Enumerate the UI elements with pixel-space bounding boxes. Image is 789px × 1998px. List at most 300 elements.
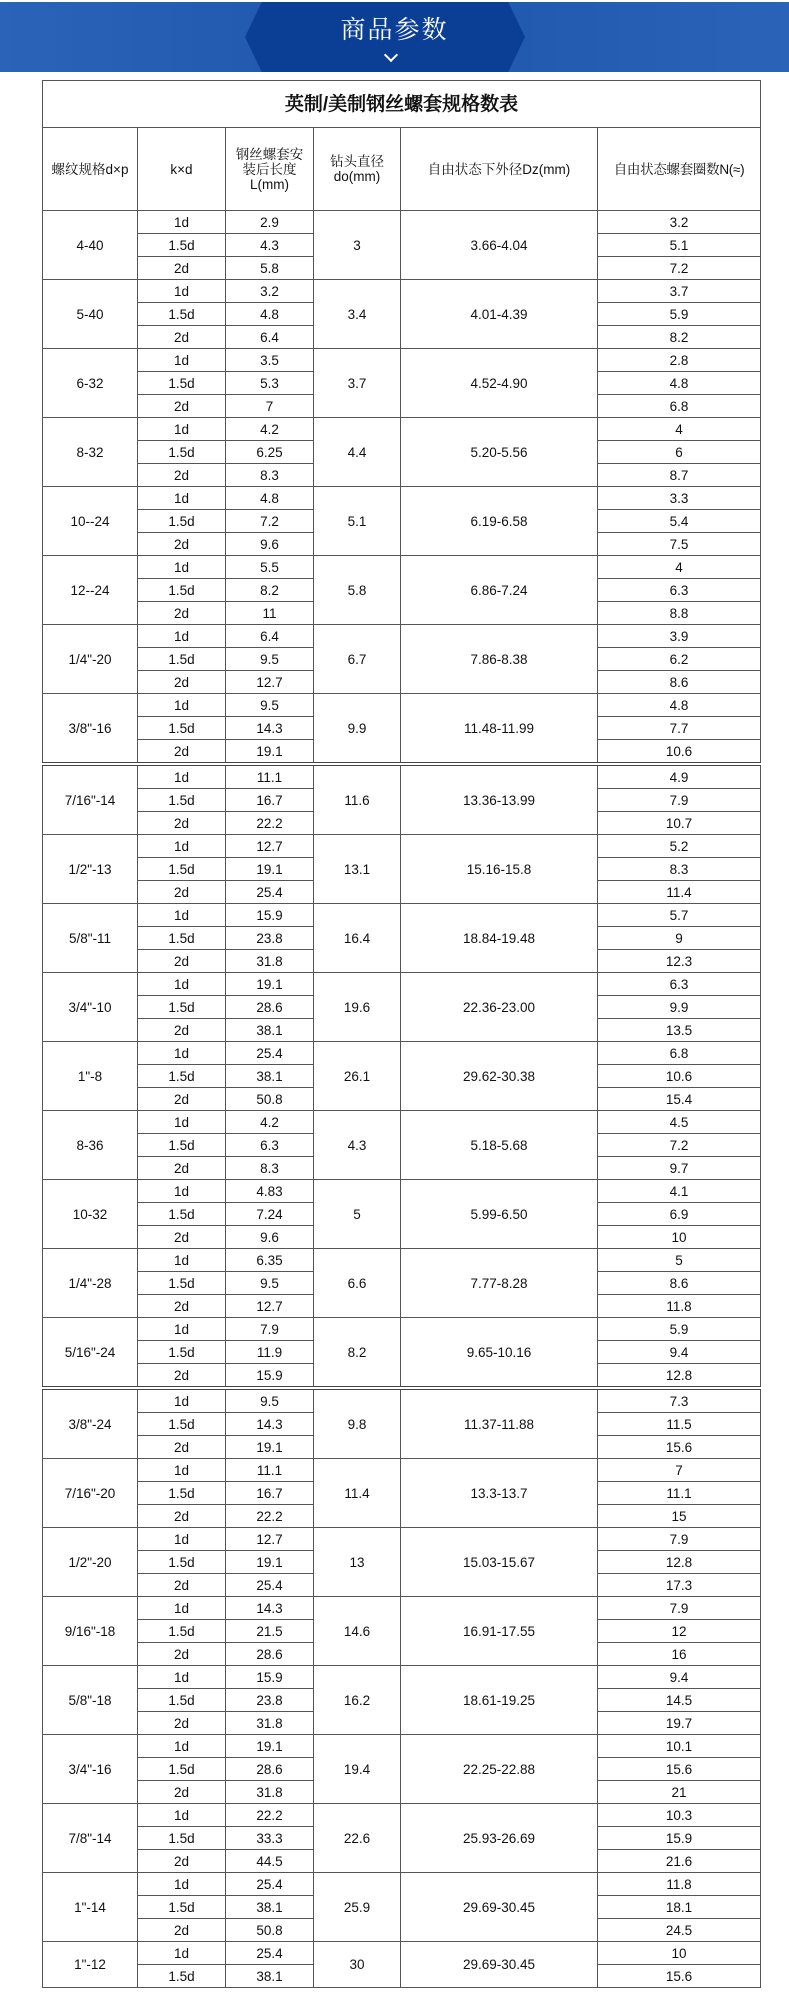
thread-spec: 8-32 <box>43 418 138 487</box>
coils-cell: 8.7 <box>598 464 761 487</box>
thread-spec: 1/2"-13 <box>43 835 138 904</box>
kd-cell: 1d <box>138 764 226 789</box>
coils-cell: 4.8 <box>598 372 761 395</box>
coils-cell: 4.1 <box>598 1180 761 1203</box>
header-n: 自由状态螺套圈数N(≈) <box>598 128 761 211</box>
length-cell: 38.1 <box>226 1065 314 1088</box>
coils-cell: 5.4 <box>598 510 761 533</box>
length-cell: 6.3 <box>226 1134 314 1157</box>
kd-cell: 1d <box>138 1804 226 1827</box>
length-cell: 12.7 <box>226 1528 314 1551</box>
length-cell: 19.1 <box>226 740 314 765</box>
kd-cell: 1d <box>138 280 226 303</box>
dz-cell: 7.77-8.28 <box>401 1249 598 1318</box>
dz-cell: 5.99-6.50 <box>401 1180 598 1249</box>
table-row <box>43 556 761 579</box>
kd-cell: 1.5d <box>138 1272 226 1295</box>
dz-cell: 16.91-17.55 <box>401 1597 598 1666</box>
kd-cell: 1.5d <box>138 1482 226 1505</box>
dz-cell: 18.84-19.48 <box>401 904 598 973</box>
coils-cell: 5.1 <box>598 234 761 257</box>
thread-spec: 3/8"-24 <box>43 1388 138 1459</box>
length-cell: 38.1 <box>226 1896 314 1919</box>
table-row <box>43 1388 761 1413</box>
dz-cell: 29.62-30.38 <box>401 1042 598 1111</box>
length-cell: 28.6 <box>226 996 314 1019</box>
length-cell: 8.2 <box>226 579 314 602</box>
thread-spec: 3/4"-10 <box>43 973 138 1042</box>
dz-cell: 29.69-30.45 <box>401 1942 598 1988</box>
kd-cell: 2d <box>138 395 226 418</box>
length-cell: 11 <box>226 602 314 625</box>
dz-cell: 7.86-8.38 <box>401 625 598 694</box>
coils-cell: 9.9 <box>598 996 761 1019</box>
length-cell: 3.5 <box>226 349 314 372</box>
kd-cell: 1d <box>138 1735 226 1758</box>
length-cell: 22.2 <box>226 1804 314 1827</box>
length-cell: 6.4 <box>226 326 314 349</box>
header-spec: 螺纹规格d×p <box>43 128 138 211</box>
length-cell: 19.1 <box>226 1735 314 1758</box>
length-cell: 21.5 <box>226 1620 314 1643</box>
coils-cell: 6.8 <box>598 1042 761 1065</box>
thread-spec: 5/8"-18 <box>43 1666 138 1735</box>
kd-cell: 2d <box>138 1436 226 1459</box>
coils-cell: 4 <box>598 418 761 441</box>
coils-cell: 7.2 <box>598 257 761 280</box>
table-row <box>43 1597 761 1620</box>
coils-cell: 5.7 <box>598 904 761 927</box>
kd-cell: 1.5d <box>138 927 226 950</box>
drill-cell: 13.1 <box>314 835 401 904</box>
length-cell: 44.5 <box>226 1850 314 1873</box>
coils-cell: 15 <box>598 1505 761 1528</box>
length-cell: 22.2 <box>226 812 314 835</box>
table-row <box>43 1942 761 1965</box>
dz-cell: 13.3-13.7 <box>401 1459 598 1528</box>
coils-cell: 11.4 <box>598 881 761 904</box>
drill-cell: 13 <box>314 1528 401 1597</box>
kd-cell: 2d <box>138 1850 226 1873</box>
table-row <box>43 625 761 648</box>
length-cell: 5.5 <box>226 556 314 579</box>
drill-cell: 5 <box>314 1180 401 1249</box>
thread-spec: 4-40 <box>43 211 138 280</box>
thread-spec: 1"-14 <box>43 1873 138 1942</box>
length-cell: 6.35 <box>226 1249 314 1272</box>
coils-cell: 15.6 <box>598 1965 761 1988</box>
coils-cell: 11.8 <box>598 1873 761 1896</box>
dz-cell: 22.36-23.00 <box>401 973 598 1042</box>
length-cell: 12.7 <box>226 671 314 694</box>
length-cell: 7.9 <box>226 1318 314 1341</box>
length-cell: 28.6 <box>226 1758 314 1781</box>
kd-cell: 1.5d <box>138 1551 226 1574</box>
drill-cell: 3.7 <box>314 349 401 418</box>
thread-spec: 5-40 <box>43 280 138 349</box>
coils-cell: 10.7 <box>598 812 761 835</box>
drill-cell: 19.6 <box>314 973 401 1042</box>
kd-cell: 1.5d <box>138 1203 226 1226</box>
banner-title: 商品参数 <box>340 16 449 44</box>
length-cell: 9.5 <box>226 1388 314 1413</box>
thread-spec: 7/16"-14 <box>43 764 138 835</box>
table-row <box>43 904 761 927</box>
drill-cell: 9.9 <box>314 694 401 765</box>
length-cell: 23.8 <box>226 927 314 950</box>
length-cell: 6.25 <box>226 441 314 464</box>
drill-cell: 26.1 <box>314 1042 401 1111</box>
kd-cell: 1.5d <box>138 1827 226 1850</box>
coils-cell: 21 <box>598 1781 761 1804</box>
kd-cell: 1d <box>138 1942 226 1965</box>
kd-cell: 1.5d <box>138 510 226 533</box>
kd-cell: 2d <box>138 602 226 625</box>
coils-cell: 9.7 <box>598 1157 761 1180</box>
length-cell: 15.9 <box>226 904 314 927</box>
length-cell: 15.9 <box>226 1666 314 1689</box>
coils-cell: 17.3 <box>598 1574 761 1597</box>
length-cell: 14.3 <box>226 1597 314 1620</box>
table-row <box>43 973 761 996</box>
thread-spec: 5/16"-24 <box>43 1318 138 1389</box>
coils-cell: 12 <box>598 1620 761 1643</box>
table-row <box>43 1873 761 1896</box>
length-cell: 15.9 <box>226 1364 314 1389</box>
kd-cell: 2d <box>138 1781 226 1804</box>
length-cell: 7 <box>226 395 314 418</box>
coils-cell: 7.7 <box>598 717 761 740</box>
kd-cell: 1.5d <box>138 1758 226 1781</box>
coils-cell: 8.3 <box>598 858 761 881</box>
coils-cell: 14.5 <box>598 1689 761 1712</box>
header-length: 钢丝螺套安装后长度L(mm) <box>226 128 314 211</box>
coils-cell: 10.6 <box>598 1065 761 1088</box>
coils-cell: 18.1 <box>598 1896 761 1919</box>
coils-cell: 3.3 <box>598 487 761 510</box>
length-cell: 31.8 <box>226 1781 314 1804</box>
coils-cell: 9.4 <box>598 1666 761 1689</box>
kd-cell: 1d <box>138 418 226 441</box>
coils-cell: 12.8 <box>598 1551 761 1574</box>
drill-cell: 30 <box>314 1942 401 1988</box>
kd-cell: 2d <box>138 740 226 765</box>
kd-cell: 1d <box>138 1180 226 1203</box>
drill-cell: 3 <box>314 211 401 280</box>
coils-cell: 4.9 <box>598 764 761 789</box>
coils-cell: 8.6 <box>598 671 761 694</box>
table-row <box>43 1528 761 1551</box>
coils-cell: 9.4 <box>598 1341 761 1364</box>
coils-cell: 3.2 <box>598 211 761 234</box>
length-cell: 4.8 <box>226 303 314 326</box>
kd-cell: 1.5d <box>138 1896 226 1919</box>
kd-cell: 1d <box>138 1249 226 1272</box>
coils-cell: 8.8 <box>598 602 761 625</box>
kd-cell: 1d <box>138 904 226 927</box>
table-title: 英制/美制钢丝螺套规格数表 <box>43 81 761 128</box>
kd-cell: 2d <box>138 1157 226 1180</box>
drill-cell: 22.6 <box>314 1804 401 1873</box>
kd-cell: 1d <box>138 1388 226 1413</box>
coils-cell: 9 <box>598 927 761 950</box>
kd-cell: 1.5d <box>138 789 226 812</box>
coils-cell: 15.6 <box>598 1758 761 1781</box>
length-cell: 11.1 <box>226 1459 314 1482</box>
kd-cell: 1.5d <box>138 996 226 1019</box>
table-row <box>43 1042 761 1065</box>
table-row <box>43 487 761 510</box>
coils-cell: 10 <box>598 1226 761 1249</box>
coils-cell: 13.5 <box>598 1019 761 1042</box>
kd-cell: 1.5d <box>138 441 226 464</box>
drill-cell: 6.6 <box>314 1249 401 1318</box>
table-row <box>43 1735 761 1758</box>
coils-cell: 7.9 <box>598 1597 761 1620</box>
kd-cell: 1d <box>138 1528 226 1551</box>
kd-cell: 1.5d <box>138 579 226 602</box>
drill-cell: 9.8 <box>314 1388 401 1459</box>
length-cell: 8.3 <box>226 1157 314 1180</box>
length-cell: 9.6 <box>226 533 314 556</box>
length-cell: 14.3 <box>226 717 314 740</box>
coils-cell: 11.5 <box>598 1413 761 1436</box>
coils-cell: 10.1 <box>598 1735 761 1758</box>
section-banner <box>0 2 789 72</box>
length-cell: 25.4 <box>226 1574 314 1597</box>
thread-spec: 1/2"-20 <box>43 1528 138 1597</box>
drill-cell: 16.4 <box>314 904 401 973</box>
coils-cell: 3.9 <box>598 625 761 648</box>
drill-cell: 4.3 <box>314 1111 401 1180</box>
kd-cell: 1d <box>138 1666 226 1689</box>
drill-cell: 16.2 <box>314 1666 401 1735</box>
length-cell: 19.1 <box>226 1436 314 1459</box>
kd-cell: 1.5d <box>138 372 226 395</box>
table-row <box>43 1666 761 1689</box>
thread-spec: 7/16"-20 <box>43 1459 138 1528</box>
kd-cell: 2d <box>138 1712 226 1735</box>
coils-cell: 7.9 <box>598 789 761 812</box>
coils-cell: 6.2 <box>598 648 761 671</box>
coils-cell: 7.9 <box>598 1528 761 1551</box>
coils-cell: 11.1 <box>598 1482 761 1505</box>
header-drill: 钻头直径do(mm) <box>314 128 401 211</box>
kd-cell: 1.5d <box>138 303 226 326</box>
kd-cell: 1d <box>138 487 226 510</box>
coils-cell: 10.3 <box>598 1804 761 1827</box>
kd-cell: 2d <box>138 464 226 487</box>
thread-spec: 10-32 <box>43 1180 138 1249</box>
coils-cell: 7.2 <box>598 1134 761 1157</box>
coils-cell: 15.4 <box>598 1088 761 1111</box>
drill-cell: 3.4 <box>314 280 401 349</box>
kd-cell: 2d <box>138 881 226 904</box>
coils-cell: 4 <box>598 556 761 579</box>
dz-cell: 9.65-10.16 <box>401 1318 598 1389</box>
length-cell: 9.5 <box>226 648 314 671</box>
length-cell: 8.3 <box>226 464 314 487</box>
coils-cell: 8.6 <box>598 1272 761 1295</box>
coils-cell: 15.9 <box>598 1827 761 1850</box>
table-row <box>43 1804 761 1827</box>
thread-spec: 1"-12 <box>43 1942 138 1988</box>
coils-cell: 15.6 <box>598 1436 761 1459</box>
length-cell: 12.7 <box>226 835 314 858</box>
dz-cell: 15.16-15.8 <box>401 835 598 904</box>
drill-cell: 4.4 <box>314 418 401 487</box>
kd-cell: 2d <box>138 1643 226 1666</box>
header-dz: 自由状态下外径Dz(mm) <box>401 128 598 211</box>
dz-cell: 15.03-15.67 <box>401 1528 598 1597</box>
coils-cell: 7.5 <box>598 533 761 556</box>
table-row <box>43 280 761 303</box>
coils-cell: 6 <box>598 441 761 464</box>
coils-cell: 19.7 <box>598 1712 761 1735</box>
thread-spec: 1/4"-28 <box>43 1249 138 1318</box>
length-cell: 50.8 <box>226 1919 314 1942</box>
table-row <box>43 1318 761 1341</box>
table-row <box>43 1249 761 1272</box>
spec-table <box>42 80 761 1988</box>
kd-cell: 2d <box>138 326 226 349</box>
thread-spec: 3/4"-16 <box>43 1735 138 1804</box>
length-cell: 5.3 <box>226 372 314 395</box>
coils-cell: 7.3 <box>598 1388 761 1413</box>
dz-cell: 4.52-4.90 <box>401 349 598 418</box>
length-cell: 19.1 <box>226 1551 314 1574</box>
kd-cell: 1d <box>138 1873 226 1896</box>
table-row <box>43 1111 761 1134</box>
kd-cell: 1.5d <box>138 1965 226 1988</box>
kd-cell: 1d <box>138 556 226 579</box>
kd-cell: 1.5d <box>138 1065 226 1088</box>
table-row <box>43 211 761 234</box>
length-cell: 50.8 <box>226 1088 314 1111</box>
dz-cell: 11.37-11.88 <box>401 1388 598 1459</box>
kd-cell: 2d <box>138 1364 226 1389</box>
coils-cell: 6.3 <box>598 973 761 996</box>
kd-cell: 2d <box>138 1019 226 1042</box>
dz-cell: 29.69-30.45 <box>401 1873 598 1942</box>
length-cell: 33.3 <box>226 1827 314 1850</box>
length-cell: 9.5 <box>226 1272 314 1295</box>
length-cell: 11.9 <box>226 1341 314 1364</box>
table-row <box>43 1180 761 1203</box>
coils-cell: 6.9 <box>598 1203 761 1226</box>
kd-cell: 2d <box>138 1295 226 1318</box>
coils-cell: 3.7 <box>598 280 761 303</box>
kd-cell: 1d <box>138 625 226 648</box>
coils-cell: 8.2 <box>598 326 761 349</box>
thread-spec: 8-36 <box>43 1111 138 1180</box>
kd-cell: 2d <box>138 950 226 973</box>
length-cell: 38.1 <box>226 1965 314 1988</box>
thread-spec: 10--24 <box>43 487 138 556</box>
length-cell: 16.7 <box>226 789 314 812</box>
coils-cell: 12.3 <box>598 950 761 973</box>
kd-cell: 1.5d <box>138 1689 226 1712</box>
kd-cell: 2d <box>138 1574 226 1597</box>
kd-cell: 1.5d <box>138 648 226 671</box>
length-cell: 28.6 <box>226 1643 314 1666</box>
kd-cell: 2d <box>138 257 226 280</box>
table-row <box>43 764 761 789</box>
kd-cell: 1d <box>138 349 226 372</box>
length-cell: 9.6 <box>226 1226 314 1249</box>
kd-cell: 1d <box>138 1597 226 1620</box>
dz-cell: 6.86-7.24 <box>401 556 598 625</box>
length-cell: 4.83 <box>226 1180 314 1203</box>
length-cell: 16.7 <box>226 1482 314 1505</box>
thread-spec: 1/4"-20 <box>43 625 138 694</box>
length-cell: 25.4 <box>226 1042 314 1065</box>
coils-cell: 4.5 <box>598 1111 761 1134</box>
kd-cell: 1.5d <box>138 858 226 881</box>
table-row <box>43 694 761 717</box>
coils-cell: 21.6 <box>598 1850 761 1873</box>
length-cell: 6.4 <box>226 625 314 648</box>
coils-cell: 10.6 <box>598 740 761 765</box>
coils-cell: 4.8 <box>598 694 761 717</box>
coils-cell: 7 <box>598 1459 761 1482</box>
length-cell: 9.5 <box>226 694 314 717</box>
header-kd: k×d <box>138 128 226 211</box>
thread-spec: 9/16"-18 <box>43 1597 138 1666</box>
length-cell: 4.2 <box>226 1111 314 1134</box>
drill-cell: 19.4 <box>314 1735 401 1804</box>
kd-cell: 1d <box>138 973 226 996</box>
kd-cell: 1d <box>138 694 226 717</box>
kd-cell: 2d <box>138 812 226 835</box>
coils-cell: 10 <box>598 1942 761 1965</box>
table-row <box>43 835 761 858</box>
table-row <box>43 1459 761 1482</box>
length-cell: 25.4 <box>226 1873 314 1896</box>
dz-cell: 5.18-5.68 <box>401 1111 598 1180</box>
drill-cell: 11.4 <box>314 1459 401 1528</box>
thread-spec: 6-32 <box>43 349 138 418</box>
drill-cell: 6.7 <box>314 625 401 694</box>
length-cell: 25.4 <box>226 881 314 904</box>
length-cell: 4.2 <box>226 418 314 441</box>
drill-cell: 14.6 <box>314 1597 401 1666</box>
kd-cell: 1.5d <box>138 717 226 740</box>
length-cell: 19.1 <box>226 973 314 996</box>
coils-cell: 12.8 <box>598 1364 761 1389</box>
length-cell: 19.1 <box>226 858 314 881</box>
length-cell: 38.1 <box>226 1019 314 1042</box>
table-row <box>43 418 761 441</box>
kd-cell: 1.5d <box>138 1134 226 1157</box>
kd-cell: 1.5d <box>138 234 226 257</box>
drill-cell: 11.6 <box>314 764 401 835</box>
thread-spec: 3/8"-16 <box>43 694 138 765</box>
length-cell: 4.3 <box>226 234 314 257</box>
length-cell: 31.8 <box>226 950 314 973</box>
thread-spec: 12--24 <box>43 556 138 625</box>
coils-cell: 5 <box>598 1249 761 1272</box>
length-cell: 7.24 <box>226 1203 314 1226</box>
drill-cell: 5.8 <box>314 556 401 625</box>
length-cell: 22.2 <box>226 1505 314 1528</box>
length-cell: 12.7 <box>226 1295 314 1318</box>
length-cell: 2.9 <box>226 211 314 234</box>
dz-cell: 3.66-4.04 <box>401 211 598 280</box>
coils-cell: 11.8 <box>598 1295 761 1318</box>
table-row <box>43 349 761 372</box>
kd-cell: 2d <box>138 1226 226 1249</box>
